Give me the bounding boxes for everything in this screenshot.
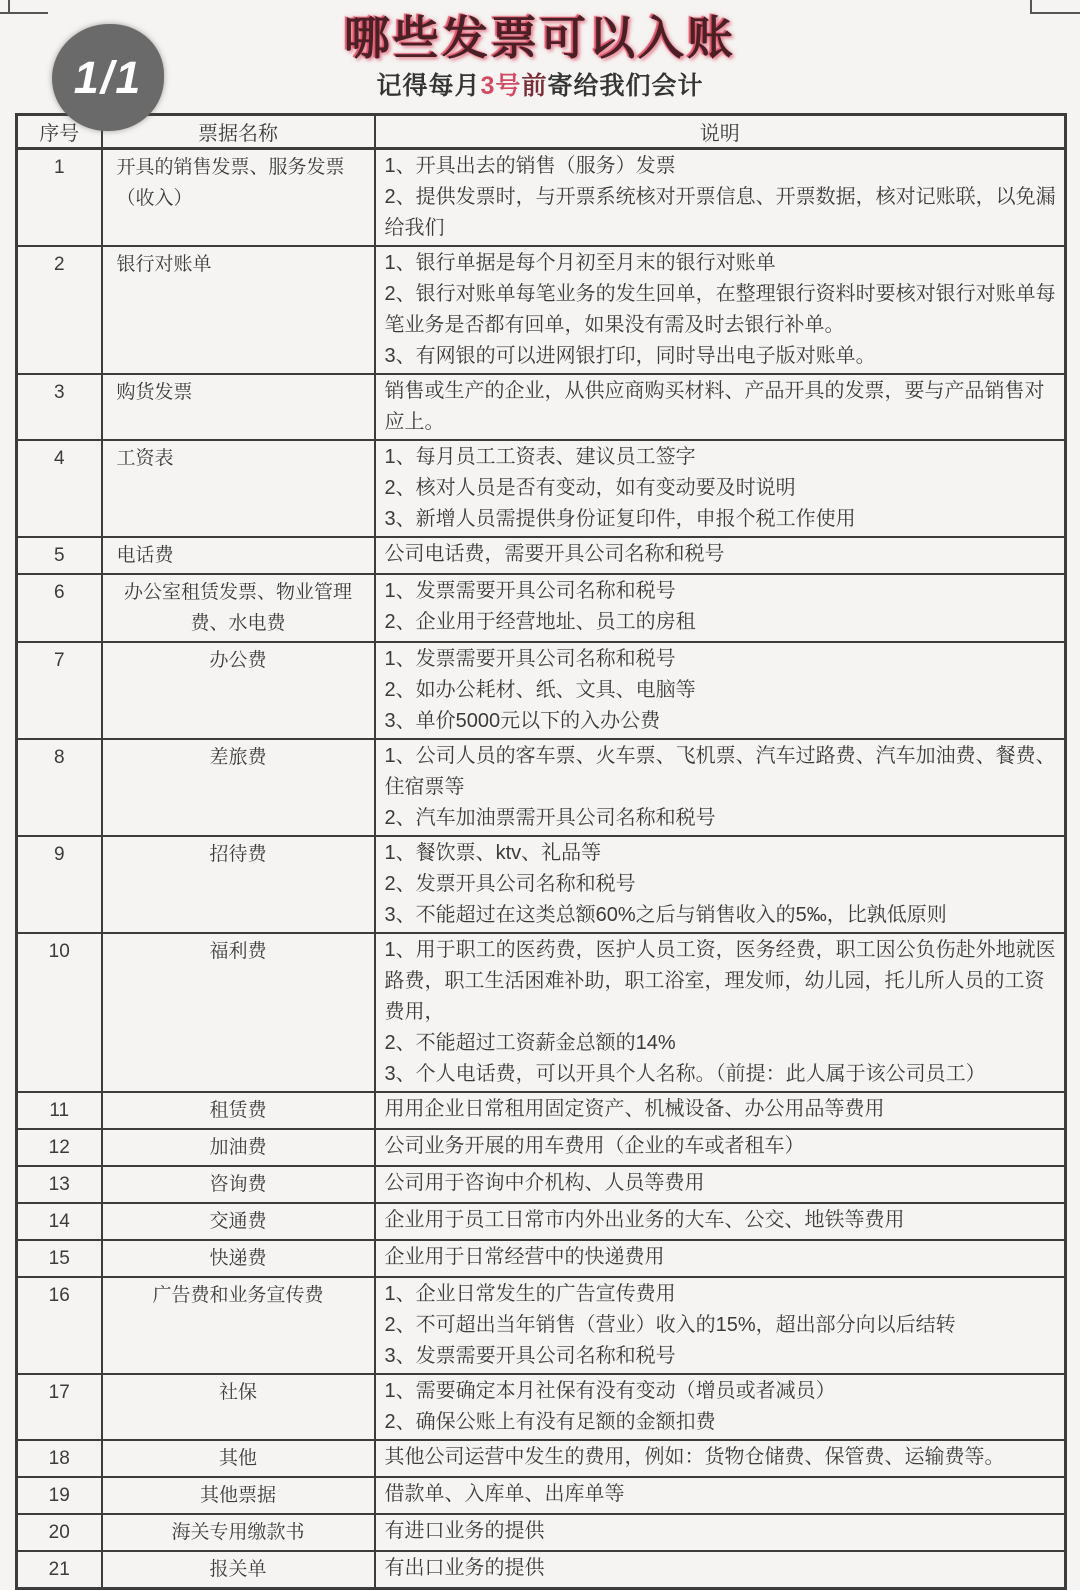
- description-line: 销售或生产的企业，从供应商购买材料、产品开具的发票，要与产品销售对应上。: [384, 380, 1045, 433]
- row-serial-number: 3: [17, 374, 102, 440]
- row-description: [375, 1240, 1066, 1277]
- row-document-name: 招待费: [102, 836, 375, 933]
- table-row: [17, 1551, 1066, 1589]
- table-row: [17, 537, 1066, 574]
- row-document-name: 租赁费: [102, 1092, 375, 1129]
- table-row: [17, 246, 1066, 374]
- description-line: 2、如办公耗材、纸、文具、电脑等: [384, 679, 696, 701]
- table-row: [17, 642, 1066, 739]
- description-line: 2、确保公账上有没有足额的金额扣费: [384, 1411, 716, 1433]
- row-document-name: 海关专用缴款书: [102, 1514, 375, 1551]
- row-serial-number: 21: [17, 1551, 102, 1589]
- row-document-name: 办公费: [102, 642, 375, 739]
- header-document-name: 票据名称: [102, 115, 375, 149]
- description-line: 3、发票需要开具公司名称和税号: [384, 1345, 676, 1367]
- table-row: [17, 440, 1066, 537]
- description-line: 1、发票需要开具公司名称和税号: [384, 648, 676, 670]
- row-document-name: 其他票据: [102, 1477, 375, 1514]
- row-document-name: 购货发票: [102, 374, 375, 440]
- description-line: 用用企业日常租用固定资产、机械设备、办公用品等费用: [384, 1098, 885, 1120]
- table-row: [17, 1092, 1066, 1129]
- description-line: 2、不可超出当年销售（营业）收入的15%，超出部分向以后结转: [384, 1314, 956, 1336]
- row-description: [375, 1129, 1066, 1166]
- row-serial-number: 6: [17, 574, 102, 642]
- description-line: 3、个人电话费，可以开具个人名称。（前提：此人属于该公司员工）: [384, 1063, 986, 1085]
- row-serial-number: 18: [17, 1440, 102, 1477]
- row-description: [375, 1092, 1066, 1129]
- description-line: 企业用于员工日常市内外出业务的大车、公交、地铁等费用: [384, 1209, 905, 1231]
- row-serial-number: 20: [17, 1514, 102, 1551]
- row-serial-number: 14: [17, 1203, 102, 1240]
- row-document-name: 工资表: [102, 440, 375, 537]
- row-serial-number: 1: [17, 149, 102, 247]
- row-description: [375, 933, 1066, 1092]
- row-serial-number: 8: [17, 739, 102, 836]
- description-line: 2、不能超过工资薪金总额的14%: [384, 1032, 676, 1054]
- row-document-name: 电话费: [102, 537, 375, 574]
- table-row: [17, 1277, 1066, 1374]
- row-description: [375, 739, 1066, 836]
- row-description: [375, 1166, 1066, 1203]
- table-row: [17, 739, 1066, 836]
- row-serial-number: 19: [17, 1477, 102, 1514]
- row-serial-number: 9: [17, 836, 102, 933]
- description-line: 借款单、入库单、出库单等: [384, 1483, 625, 1505]
- description-line: 3、单价5000元以下的入办公费: [384, 710, 661, 732]
- description-line: 1、公司人员的客车票、火车票、飞机票、汽车过路费、汽车加油费、餐费、住宿票等: [384, 745, 1056, 798]
- header-serial-number: 序号: [17, 115, 102, 149]
- row-serial-number: 11: [17, 1092, 102, 1129]
- page-title: 哪些发票可以入账: [344, 12, 736, 64]
- row-serial-number: 17: [17, 1374, 102, 1440]
- row-document-name: 报关单: [102, 1551, 375, 1589]
- table-row: [17, 1203, 1066, 1240]
- description-line: 有出口业务的提供: [384, 1557, 545, 1579]
- row-serial-number: 5: [17, 537, 102, 574]
- description-line: 公司业务开展的用车费用（企业的车或者租车）: [384, 1135, 805, 1157]
- description-line: 1、银行单据是每个月初至月末的银行对账单: [384, 252, 776, 274]
- row-serial-number: 12: [17, 1129, 102, 1166]
- row-description: [375, 1374, 1066, 1440]
- description-line: 2、企业用于经营地址、员工的房租: [384, 611, 696, 633]
- row-document-name: 差旅费: [102, 739, 375, 836]
- description-line: 有进口业务的提供: [384, 1520, 545, 1542]
- description-line: 1、餐饮票、ktv、礼品等: [384, 842, 602, 864]
- description-line: 1、企业日常发生的广告宣传费用: [384, 1283, 676, 1305]
- table-row: [17, 1440, 1066, 1477]
- row-document-name: 加油费: [102, 1129, 375, 1166]
- table-row: [17, 1166, 1066, 1203]
- row-serial-number: 13: [17, 1166, 102, 1203]
- subtitle-highlight-before: 前: [521, 72, 548, 100]
- row-document-name: 开具的销售发票、服务发票（收入）: [102, 149, 375, 247]
- row-document-name: 福利费: [102, 933, 375, 1092]
- description-line: 公司电话费，需要开具公司名称和税号: [384, 543, 725, 565]
- description-line: 公司用于咨询中介机构、人员等费用: [384, 1172, 705, 1194]
- table-row: [17, 374, 1066, 440]
- table-header-row: [17, 115, 1066, 149]
- page-number-badge: [52, 24, 164, 131]
- table-row: [17, 836, 1066, 933]
- table-row: [17, 933, 1066, 1092]
- row-serial-number: 2: [17, 246, 102, 374]
- row-document-name: 广告费和业务宣传费: [102, 1277, 375, 1374]
- description-line: 1、需要确定本月社保有没有变动（增员或者减员）: [384, 1380, 836, 1402]
- row-description: [375, 537, 1066, 574]
- table-body: [17, 149, 1066, 1589]
- row-document-name: 办公室租赁发票、物业管理费、水电费: [102, 574, 375, 642]
- description-line: 1、开具出去的销售（服务）发票: [384, 155, 676, 177]
- description-line: 其他公司运营中发生的费用，例如：货物仓储费、保管费、运输费等。: [384, 1446, 1005, 1468]
- table-row: [17, 1240, 1066, 1277]
- row-document-name: 交通费: [102, 1203, 375, 1240]
- row-document-name: 咨询费: [102, 1166, 375, 1203]
- row-description: [375, 149, 1066, 247]
- description-line: 1、发票需要开具公司名称和税号: [384, 580, 676, 602]
- table-row: [17, 1129, 1066, 1166]
- subtitle-highlight-day: 3号: [480, 72, 522, 100]
- subtitle-prefix: 记得每月: [376, 72, 481, 100]
- table-row: [17, 1514, 1066, 1551]
- description-line: 2、提供发票时，与开票系统核对开票信息、开票数据，核对记账联，以免漏给我们: [384, 186, 1056, 239]
- description-line: 2、汽车加油票需开具公司名称和税号: [384, 807, 716, 829]
- row-serial-number: 16: [17, 1277, 102, 1374]
- description-line: 2、核对人员是否有变动，如有变动要及时说明: [384, 477, 796, 499]
- row-document-name: 银行对账单: [102, 246, 375, 374]
- row-description: [375, 374, 1066, 440]
- description-line: 1、用于职工的医药费，医护人员工资，医务经费，职工因公负伤赴外地就医路费，职工生活困难补助，职工浴室，理发师，幼儿园，托儿所人员的工资费用，: [384, 939, 1056, 1023]
- row-serial-number: 4: [17, 440, 102, 537]
- table-row: [17, 149, 1066, 247]
- table-row: [17, 1374, 1066, 1440]
- description-line: 1、每月员工工资表、建议员工签字: [384, 446, 696, 468]
- row-description: [375, 836, 1066, 933]
- header-description: 说明: [375, 115, 1066, 149]
- row-document-name: 其他: [102, 1440, 375, 1477]
- row-serial-number: 15: [17, 1240, 102, 1277]
- description-line: 2、银行对账单每笔业务的发生回单，在整理银行资料时要核对银行对账单每笔业务是否都有回单，如果没有需及时去银行补单。: [384, 283, 1056, 336]
- row-description: [375, 1440, 1066, 1477]
- page-number-label: 1/1: [73, 51, 143, 103]
- row-description: [375, 642, 1066, 739]
- row-description: [375, 1551, 1066, 1589]
- row-description: [375, 1514, 1066, 1551]
- row-document-name: 快递费: [102, 1240, 375, 1277]
- description-line: 3、不能超过在这类总额60%之后与销售收入的5‰，比孰低原则: [384, 904, 947, 926]
- row-serial-number: 10: [17, 933, 102, 1092]
- description-line: 企业用于日常经营中的快递费用: [384, 1246, 665, 1268]
- row-document-name: 社保: [102, 1374, 375, 1440]
- row-description: [375, 246, 1066, 374]
- invoice-table: [15, 113, 1067, 1590]
- row-serial-number: 7: [17, 642, 102, 739]
- subtitle-suffix: 寄给我们会计: [547, 72, 704, 100]
- table-row: [17, 574, 1066, 642]
- description-line: 3、新增人员需提供身份证复印件，申报个税工作使用: [384, 508, 856, 530]
- row-description: [375, 574, 1066, 642]
- description-line: 2、发票开具公司名称和税号: [384, 873, 636, 895]
- row-description: [375, 1277, 1066, 1374]
- row-description: [375, 1477, 1066, 1514]
- row-description: [375, 440, 1066, 537]
- description-line: 3、有网银的可以进网银打印，同时导出电子版对账单。: [384, 345, 876, 367]
- row-description: [375, 1203, 1066, 1240]
- table-row: [17, 1477, 1066, 1514]
